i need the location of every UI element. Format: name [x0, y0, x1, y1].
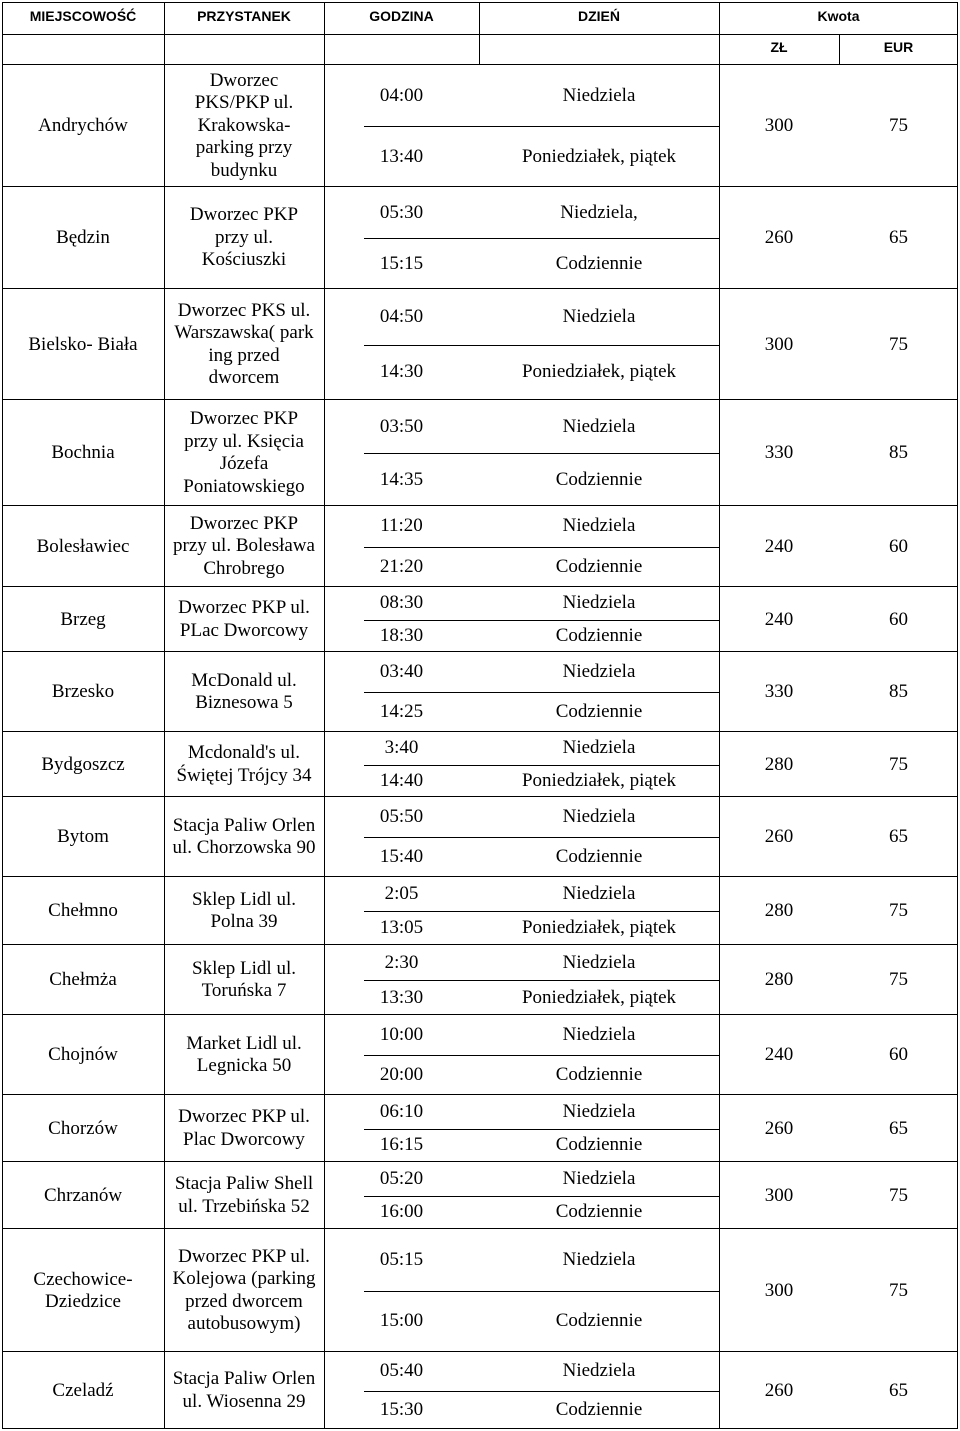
trip-day: Poniedziałek, piątek	[521, 986, 677, 1008]
col-rule	[164, 1015, 165, 1095]
trip-time: 13:30	[379, 986, 424, 1008]
col-rule	[164, 1162, 165, 1229]
trip-time: 05:40	[379, 1360, 424, 1382]
stop-name: Market Lidl ul. Legnicka 50	[186, 1032, 302, 1076]
trip-day: Codziennie	[555, 1201, 643, 1223]
trip-day: Niedziela	[562, 883, 636, 904]
stop-name: Dworzec PKS/PKP ul. Krakowska-parking przy budynku	[194, 69, 294, 181]
trip-day: Niedziela	[562, 1248, 636, 1270]
trip-day: Niedziela	[562, 305, 636, 327]
stop-name: Sklep Lidl ul. Toruńska 7	[192, 957, 296, 1001]
header-col-rule-0	[164, 2, 165, 65]
trip-time: 15:40	[379, 846, 424, 867]
col-rule	[164, 289, 165, 400]
col-rule	[164, 65, 165, 187]
trip-divider	[364, 126, 719, 127]
trip-day: Codziennie	[555, 1310, 643, 1332]
trip-divider	[364, 765, 719, 766]
header-day: DZIEŃ	[578, 8, 620, 24]
price-pln: 330	[764, 681, 794, 702]
city-name: Bolesławiec	[36, 535, 130, 557]
trip-day: Niedziela	[562, 84, 636, 106]
trip-time: 13:40	[379, 145, 424, 167]
header-city: MIEJSCOWOŚĆ	[29, 8, 137, 24]
trip-day: Codziennie	[555, 252, 643, 274]
trip-time: 21:20	[379, 555, 424, 577]
header-pln: ZŁ	[770, 39, 788, 55]
trip-time: 14:35	[379, 468, 424, 490]
header-col-rule-1	[324, 2, 325, 65]
price-eur: 65	[889, 1117, 908, 1139]
trip-time: 14:25	[379, 701, 424, 722]
trip-day: Niedziela	[562, 1167, 636, 1189]
header-col-rule-2	[479, 2, 480, 65]
trip-day: Codziennie	[555, 1064, 643, 1085]
trip-day: Poniedziałek, piątek	[521, 361, 677, 383]
col-rule	[164, 587, 165, 652]
price-eur: 75	[889, 115, 908, 136]
trip-divider	[364, 1291, 719, 1292]
trip-time: 20:00	[379, 1064, 424, 1085]
col-rule	[164, 506, 165, 587]
trip-divider	[364, 1196, 719, 1197]
trip-time: 08:30	[379, 592, 424, 614]
trip-time: 18:30	[379, 624, 424, 646]
trip-day: Niedziela	[562, 515, 636, 537]
col-rule	[164, 877, 165, 945]
city-name: Bielsko- Biała	[28, 333, 138, 355]
trip-day: Niedziela	[562, 806, 636, 827]
header-col-rule-3	[719, 2, 720, 65]
trip-day: Niedziela	[562, 415, 636, 437]
trip-time: 04:00	[379, 84, 424, 106]
header-divider	[2, 34, 958, 35]
trip-divider	[364, 980, 719, 981]
trip-time: 3:40	[384, 737, 419, 759]
city-name: Brzeg	[60, 608, 106, 630]
trip-day: Niedziela	[562, 1360, 636, 1382]
schedule-table	[2, 2, 958, 1429]
col-rule	[164, 187, 165, 289]
price-pln: 260	[764, 227, 794, 248]
col-rule	[164, 732, 165, 797]
trip-time: 14:30	[379, 361, 424, 383]
trip-day: Codziennie	[555, 624, 643, 646]
col-rule	[164, 797, 165, 877]
price-eur: 65	[889, 826, 908, 847]
trip-time: 05:15	[379, 1248, 424, 1270]
trip-divider	[364, 453, 719, 454]
city-name: Chorzów	[48, 1117, 118, 1139]
trip-time: 03:50	[379, 415, 424, 437]
city-name: Będzin	[56, 227, 110, 248]
trip-day: Codziennie	[555, 555, 643, 577]
price-pln: 240	[764, 1044, 794, 1065]
stop-name: Dworzec PKP ul. PLac Dworcowy	[178, 597, 310, 641]
price-eur: 60	[889, 535, 908, 557]
stop-name: Sklep Lidl ul. Polna 39	[192, 888, 296, 932]
price-pln: 240	[764, 535, 794, 557]
price-eur: 85	[889, 681, 908, 702]
trip-divider	[364, 1391, 719, 1392]
trip-divider	[364, 911, 719, 912]
stop-name: Dworzec PKP przy ul. Bolesława Chrobrego	[173, 512, 315, 579]
trip-day: Codziennie	[555, 468, 643, 490]
price-eur: 65	[889, 1379, 908, 1401]
trip-time: 2:05	[384, 883, 419, 904]
trip-time: 11:20	[380, 515, 423, 537]
header-eur: EUR	[883, 39, 914, 55]
trip-divider	[364, 1055, 719, 1056]
city-name: Chełmno	[48, 900, 118, 921]
col-rule	[164, 1095, 165, 1162]
trip-day: Codziennie	[555, 701, 643, 722]
table-border-left	[2, 2, 3, 1429]
city-name: Brzesko	[51, 681, 115, 702]
price-eur: 65	[889, 227, 908, 248]
trip-day: Codziennie	[555, 846, 643, 867]
trip-time: 16:15	[379, 1134, 424, 1156]
price-eur: 75	[889, 1184, 908, 1206]
col-rule	[164, 1352, 165, 1429]
price-eur: 60	[889, 608, 908, 630]
trip-day: Poniedziałek, piątek	[521, 145, 677, 167]
col-rule	[164, 945, 165, 1015]
price-pln: 260	[764, 1379, 794, 1401]
trip-divider	[364, 345, 719, 346]
trip-day: Codziennie	[555, 1134, 643, 1156]
price-eur: 75	[889, 1279, 908, 1301]
stop-name: Dworzec PKP przy ul. Księcia Józefa Poniatowskiego	[183, 408, 305, 497]
header-time: GODZINA	[369, 8, 434, 24]
city-name: Czechowice-Dziedzice	[33, 1268, 133, 1312]
city-name: Chrzanów	[43, 1184, 123, 1206]
col-rule	[164, 652, 165, 732]
trip-time: 13:05	[379, 917, 424, 938]
col-rule	[164, 400, 165, 506]
price-pln: 260	[764, 1117, 794, 1139]
price-eur: 60	[889, 1044, 908, 1065]
stop-name: Dworzec PKP ul. Kolejowa (parking przed dworcem autobusowym)	[172, 1245, 316, 1334]
table-border-top	[2, 2, 958, 3]
stop-name: McDonald ul. Biznesowa 5	[191, 669, 297, 713]
trip-time: 05:30	[379, 201, 424, 223]
price-eur: 85	[889, 442, 908, 463]
city-name: Chojnów	[48, 1044, 118, 1065]
stop-name: Dworzec PKP ul. Plac Dworcowy	[178, 1106, 310, 1150]
col-rule	[164, 1229, 165, 1352]
city-name: Czeladź	[52, 1379, 114, 1401]
city-name: Bytom	[57, 826, 109, 847]
trip-divider	[364, 837, 719, 838]
trip-day: Niedziela	[562, 592, 636, 614]
stop-name: Stacja Paliw Orlen ul. Chorzowska 90	[172, 814, 316, 858]
stop-name: Stacja Paliw Shell ul. Trzebińska 52	[174, 1173, 314, 1217]
trip-divider	[364, 547, 719, 548]
trip-day: Niedziela	[562, 661, 636, 682]
price-pln: 300	[764, 1279, 794, 1301]
price-pln: 300	[764, 115, 794, 136]
stop-name: Stacja Paliw Orlen ul. Wiosenna 29	[172, 1368, 316, 1412]
trip-time: 05:20	[379, 1167, 424, 1189]
trip-time: 16:00	[379, 1201, 424, 1223]
stop-name: Mcdonald's ul. Świętej Trójcy 34	[176, 742, 312, 786]
header-stop: PRZYSTANEK	[197, 8, 291, 24]
price-pln: 240	[764, 608, 794, 630]
price-pln: 280	[764, 969, 794, 990]
trip-day: Poniedziałek, piątek	[521, 917, 677, 938]
price-eur: 75	[889, 900, 908, 921]
price-eur: 75	[889, 753, 908, 775]
trip-time: 06:10	[379, 1100, 424, 1122]
trip-time: 14:40	[379, 769, 424, 791]
trip-time: 10:00	[379, 1024, 424, 1045]
trip-day: Niedziela,	[560, 201, 638, 223]
price-eur: 75	[889, 333, 908, 355]
trip-time: 15:30	[379, 1398, 424, 1420]
price-pln: 300	[764, 1184, 794, 1206]
trip-time: 2:30	[384, 951, 419, 973]
trip-time: 15:00	[379, 1310, 424, 1332]
trip-day: Niedziela	[562, 737, 636, 759]
trip-divider	[364, 692, 719, 693]
trip-day: Niedziela	[562, 1024, 636, 1045]
price-pln: 330	[764, 442, 794, 463]
city-name: Andrychów	[38, 115, 128, 136]
trip-day: Codziennie	[555, 1398, 643, 1420]
trip-day: Niedziela	[562, 951, 636, 973]
header-col-rule-pln-eur	[839, 34, 840, 65]
price-pln: 280	[764, 900, 794, 921]
trip-time: 04:50	[379, 305, 424, 327]
stop-name: Dworzec PKS ul. Warszawska( park ing przed dworcem	[174, 299, 314, 388]
trip-divider	[364, 238, 719, 239]
trip-divider	[364, 1129, 719, 1130]
trip-time: 15:15	[379, 252, 424, 274]
city-name: Bydgoszcz	[41, 753, 125, 775]
price-pln: 260	[764, 826, 794, 847]
price-pln: 300	[764, 333, 794, 355]
header-amount: Kwota	[817, 8, 860, 24]
trip-day: Poniedziałek, piątek	[521, 769, 677, 791]
stop-name: Dworzec PKP przy ul. Kościuszki	[189, 204, 299, 271]
trip-time: 05:50	[379, 806, 424, 827]
city-name: Bochnia	[51, 442, 115, 463]
city-name: Chełmża	[49, 969, 117, 990]
price-pln: 280	[764, 753, 794, 775]
trip-divider	[364, 620, 719, 621]
trip-time: 03:40	[379, 661, 424, 682]
trip-day: Niedziela	[562, 1100, 636, 1122]
price-eur: 75	[889, 969, 908, 990]
